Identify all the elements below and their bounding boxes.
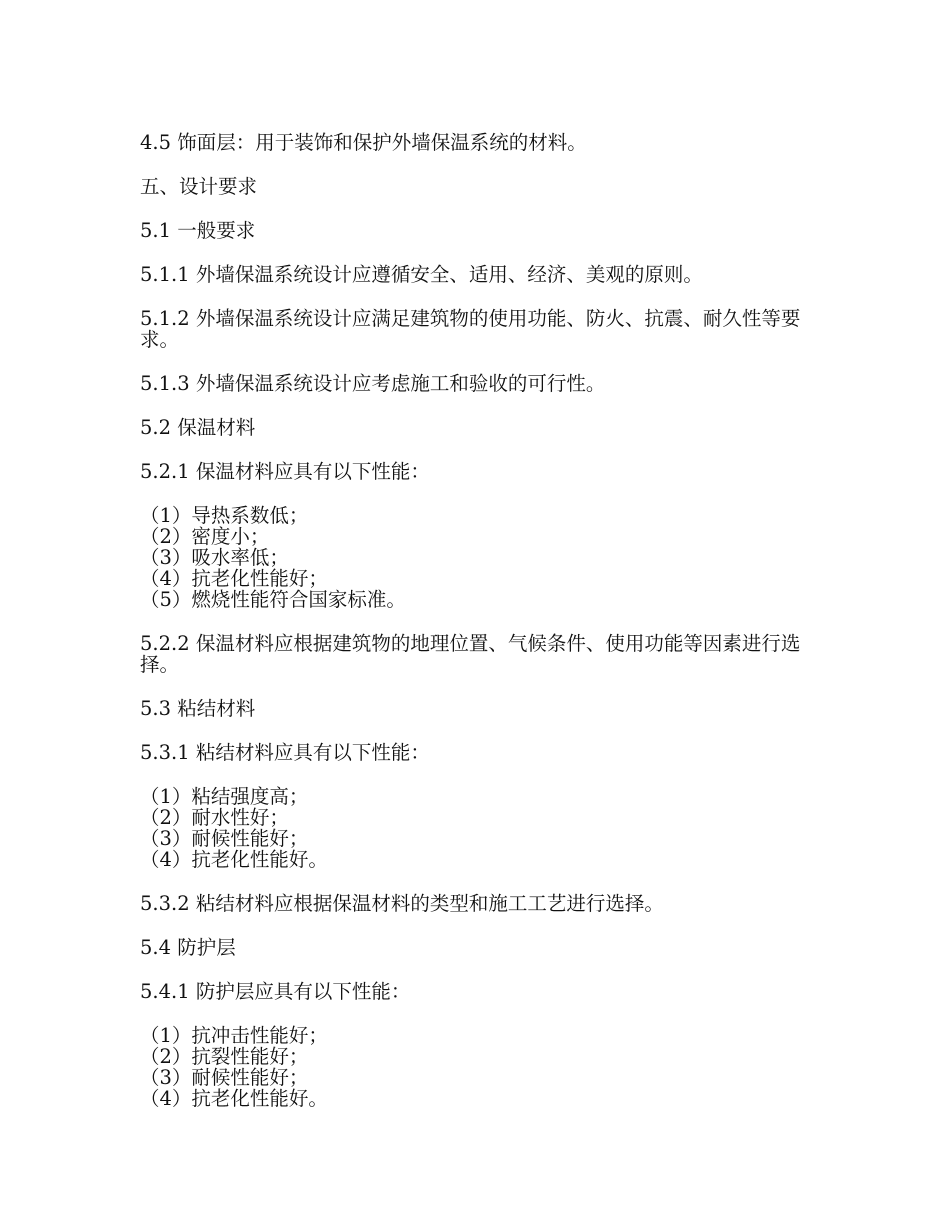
paragraph-5-2-1: 5.2.1 保温材料应具有以下性能： (140, 460, 430, 483)
list-item: （2）耐水性好； (140, 806, 289, 829)
paragraph-5-1-2: 5.1.2 外墙保温系统设计应满足建筑物的使用功能、防火、抗震、耐久性等要求。 (140, 307, 801, 351)
list-item: （3）耐候性能好； (140, 827, 309, 850)
heading-5-2: 5.2 保温材料 (140, 416, 256, 439)
list-item: （4）抗老化性能好。 (140, 848, 328, 871)
list-item: （1）粘结强度高； (140, 785, 309, 808)
paragraph-5-1-1: 5.1.1 外墙保温系统设计应遵循安全、适用、经济、美观的原则。 (140, 263, 703, 286)
heading-5-4: 5.4 防护层 (140, 936, 236, 959)
paragraph-5-3-2: 5.3.2 粘结材料应根据保温材料的类型和施工工艺进行选择。 (140, 892, 664, 915)
list-item: （2）抗裂性能好； (140, 1045, 309, 1068)
list-item: （3）吸水率低； (140, 546, 289, 569)
paragraph-5-3-1: 5.3.1 粘结材料应具有以下性能： (140, 741, 430, 764)
paragraph-5-2-2: 5.2.2 保温材料应根据建筑物的地理位置、气候条件、使用功能等因素进行选择。 (140, 632, 801, 676)
list-5-4-1 (140, 1025, 820, 1109)
section-5-heading: 五、设计要求 (140, 175, 258, 198)
heading-5-1: 5.1 一般要求 (140, 219, 256, 242)
paragraph-4-5: 4.5 饰面层：用于装饰和保护外墙保温系统的材料。 (140, 131, 587, 154)
document-page (140, 132, 820, 1132)
list-item: （1）导热系数低； (140, 504, 309, 527)
list-item: （4）抗老化性能好； (140, 567, 328, 590)
paragraph-5-4-1: 5.4.1 防护层应具有以下性能： (140, 980, 411, 1003)
list-item: （3）耐候性能好； (140, 1066, 309, 1089)
list-5-2-1 (140, 505, 820, 610)
list-5-3-1 (140, 786, 820, 870)
paragraph-5-1-3: 5.1.3 外墙保温系统设计应考虑施工和验收的可行性。 (140, 372, 606, 395)
list-item: （4）抗老化性能好。 (140, 1087, 328, 1110)
heading-5-3: 5.3 粘结材料 (140, 697, 256, 720)
list-item: （5）燃烧性能符合国家标准。 (140, 588, 406, 611)
list-item: （2）密度小； (140, 525, 270, 548)
list-item: （1）抗冲击性能好； (140, 1024, 328, 1047)
